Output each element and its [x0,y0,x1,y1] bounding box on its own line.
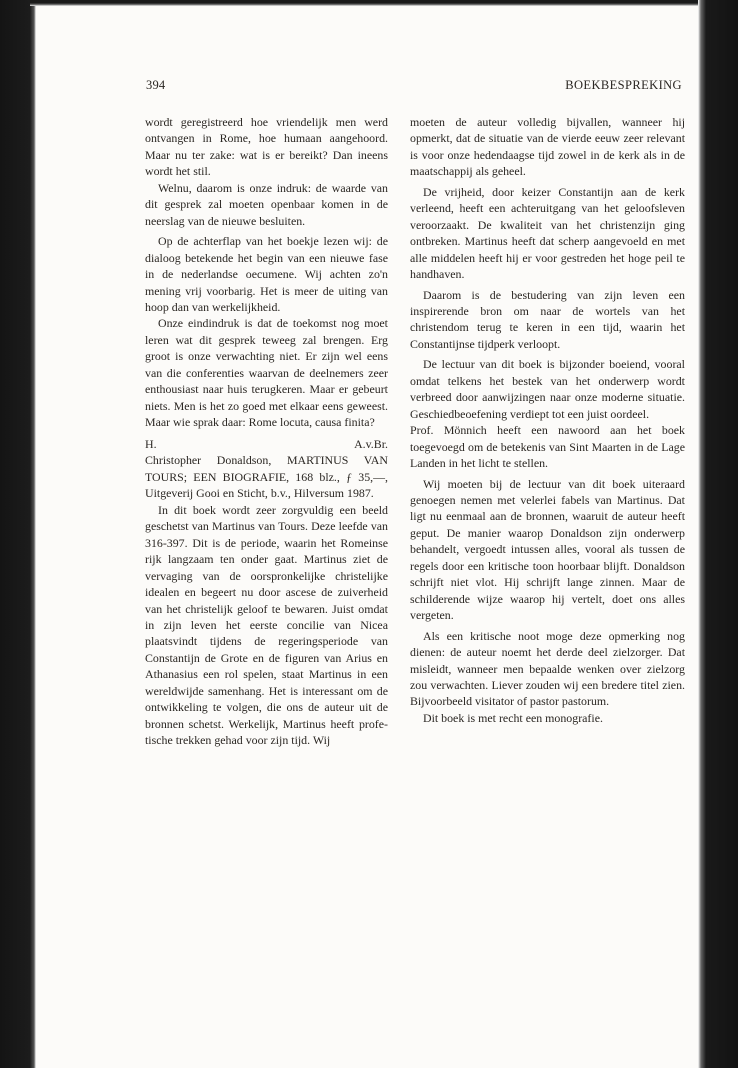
paragraph: wordt geregistreerd hoe vriendelijk men werd ontvangen in Rome, hoe humaan aangehoord. Maar nu ter zake: wat is er bereikt? Dan ineens wordt het stil. [145,115,388,179]
paragraph: Onze eindindruk is dat de toekomst nog moet leren wat dit gesprek teweeg zal brengen. Erg groot is onze verwachting niet. Er zijn wel eens van die conferenties waarvan de deelnemers zeer enthousiast naar huis terugkeren. Maar er gebeurt niets. Men is het zo goed met elkaar eens geweest. Maar wie sprak daar: Rome locuta, causa finita? [145,316,388,430]
paragraph: moeten de auteur volledig bijvallen, wanneer hij opmerkt, dat de situatie van de vierde eeuw zeer relevant is voor onze hedendaagse tijd zowel in de kerk als in de maatschappij als geheel. [410,115,685,179]
scan-border-left [0,0,36,1068]
book-reference: Christopher Donaldson, MARTINUS VAN TOURS; EEN BIOGRAFIE, 168 blz., ƒ 35,—, Uitgeverij Gooi en Sticht, b.v., Hilversum 1987. [145,453,388,501]
paragraph: Dit boek is met recht een monografie. [423,710,603,725]
signature-initial: H. [145,436,157,451]
scan-border-right [698,0,738,1068]
right-column [410,114,685,726]
review-signature [145,436,388,452]
paragraph: De lectuur van dit boek is bijzonder boeiend, vooral omdat telkens het bestek van het onderwerp wordt verbreed door aanwijzingen naar onze moderne situatie. Geschiedbeoefening verdiept tot een juist oordeel. [410,357,685,421]
page-number: 394 [146,78,166,92]
paragraph: Prof. Mönnich heeft een nawoord aan het boek toegevoegd om de betekenis van Sint Maarten in de Lage Landen in het licht te stellen. [410,423,685,471]
paragraph: In dit boek wordt zeer zorgvuldig een beeld geschetst van Martinus van Tours. Deze leefde van 316-397. Dit is de periode, waarin het Romeinse rijk langzaam ten onder gaat. Martinus ziet de vervaging van de oorspronkelijke christelijke idealen en begeert nu door ascese de zuiverheid van het christelijk geloof te bewaren. Juist omdat in zijn leven het eerste concilie van Nicea plaatsvindt tijdens de regeringsperiode van Constantijn de Grote en de figuren van Arius en Athanasius een rol spelen, staat Martinus in een wereldwijde samenhang. Het is interessant om de ontwikkeling te volgen, die ons de auteur uit de bronnen schetst. Werkelijk, Martinus heeft profetische trekken gehad voor zijn tijd. Wij [145,502,388,748]
paragraph: Als een kritische noot moge deze opmerking nog dienen: de auteur noemt het derde deel zielzorger. Dat misleidt, wanneer men bepaalde wenken over zielzorg zou verwachten. Liever zouden wij een bredere titel zien. Bijvoorbeeld visitator of pastor pastorum. [410,628,685,709]
page-header [146,78,682,94]
left-column [145,114,388,749]
paragraph: Daarom is de bestudering van zijn leven een inspirerende bron om naar de wortels van het christendom terug te keren in een tijd, waarin het Constantijnse tijdperk verloopt. [410,287,685,351]
running-head: BOEKBESPREKING [565,78,682,92]
paragraph: Op de achterflap van het boekje lezen wij: de dialoog betekende het begin van een nieuwe fase in de nederlandse oecumene. Wij achten zo'n mening vrij voorbarig. Het is meer de uiting van hoop dan van werkelijkheid. [145,234,388,314]
paragraph: Wij moeten bij de lectuur van dit boek uiteraard genoegen nemen met velerlei fabels van Martinus. Dat ligt nu eenmaal aan de bronnen, waaruit de auteur heeft geput. De manier waarop Donaldson zijn onderwerp behandelt, vergoedt intussen alles, vooral als tussen de regels door een kritische toon hoorbaar blijft. Donaldson schrijft niet vlot. Hij schrijft lange zinnen. Maar de schilderende wijze waarop hij vertelt, doet ons alles vergeten. [410,476,685,623]
paragraph: Welnu, daarom is onze indruk: de waarde van dit gesprek zal moeten openbaar komen in de neerslag van de nieuwe besluiten. [145,180,388,228]
signature-author: A.v.Br. [354,436,388,451]
paragraph: De vrijheid, door keizer Constantijn aan de kerk verleend, heeft een achteruitgang van het geloofsleven veroorzaakt. De kwaliteit van het christenzijn ging ontbreken. Martinus heeft dat scherp aangevoeld en met alle middelen heeft hij er voor gestreden het hoge peil te handhaven. [410,184,685,282]
